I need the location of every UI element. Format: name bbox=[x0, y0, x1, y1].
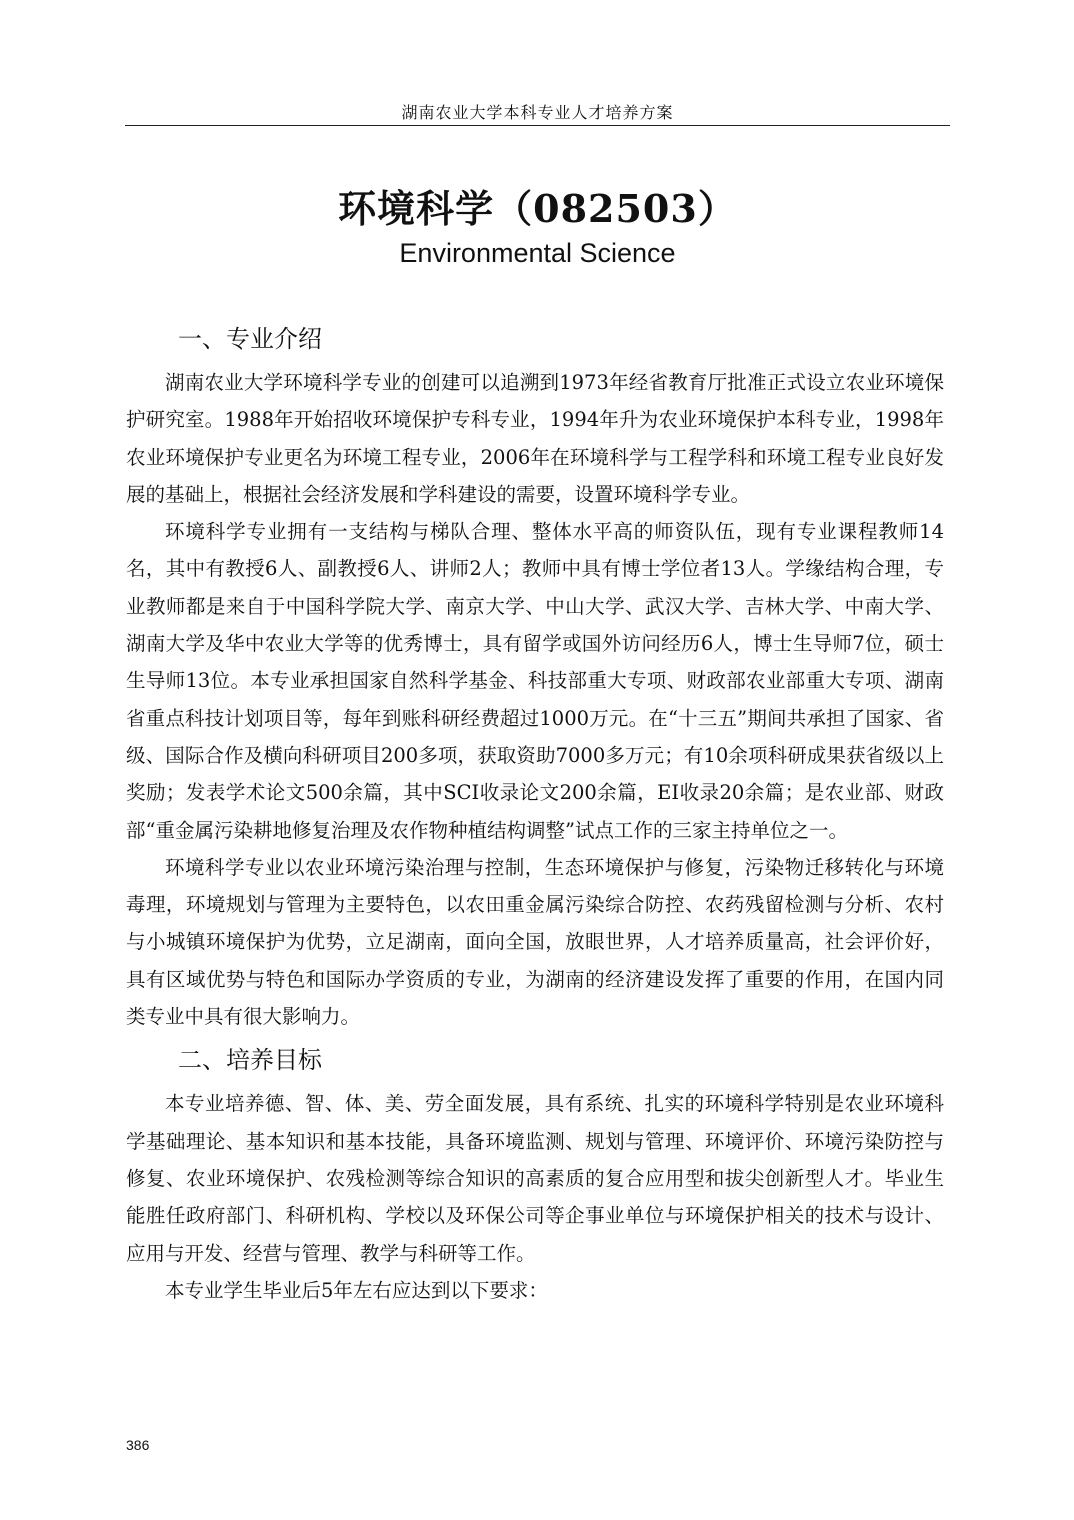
paragraph: 本专业学生毕业后5年左右应达到以下要求： bbox=[165, 1278, 548, 1302]
document-body bbox=[126, 318, 944, 1309]
page-title: 环境科学（082503） bbox=[338, 186, 737, 231]
paragraph: 环境科学专业以农业环境污染治理与控制，生态环境保护与修复，污染物迁移转化与环境毒理，环境规划与管理为主要特色，以农田重金属污染综合防控、农药残留检测与分析、农村与小城镇环境保护为优势，立足湖南，面向全国，放眼世界，人才培养质量高，社会评价好，具有区域优势与特色和国际办学资质的专业，为湖南的经济建设发挥了重要的作用，在国内同类专业中具有很大影响力。 bbox=[126, 855, 944, 1029]
section-heading-objectives: 二、培养目标 bbox=[178, 1046, 322, 1075]
paragraph: 环境科学专业拥有一支结构与梯队合理、整体水平高的师资队伍，现有专业课程教师14名，其中有教授6人、副教授6人、讲师2人；教师中具有博士学位者13人。学缘结构合理，专业教师都是来自于中国科学院大学、南京大学、中山大学、武汉大学、吉林大学、中南大学、湖南大学及华中农业大学等的优秀博士，具有留学或国外访问经历6人，博士生导师7位，硕士生导师13位。本专业承担国家自然科学基金、科技部重大专项、财政部农业部重大专项、湖南省重点科技计划项目等，每年到账科研经费超过1000万元。在“十三五”期间共承担了国家、省级、国际合作及横向科研项目200多项，获取资助7000多万元；有10余项科研成果获省级以上奖励；发表学术论文500余篇，其中SCI收录论文200余篇，EI收录20余篇；是农业部、财政部“重金属污染耕地修复治理及农作物种植结构调整”试点工作的三家主持单位之一。 bbox=[126, 520, 944, 842]
paragraph: 湖南农业大学环境科学专业的创建可以追溯到1973年经省教育厅批准正式设立农业环境保护研究室。1988年开始招收环境保护专科专业，1994年升为农业环境保护本科专业，1998年农业环境保护专业更名为环境工程专业，2006年在环境科学与工程学科和环境工程专业良好发展的基础上，根据社会经济发展和学科建设的需要，设置环境科学专业。 bbox=[126, 371, 944, 506]
header-rule bbox=[125, 125, 950, 126]
page-subtitle-english: Environmental Science bbox=[399, 238, 676, 268]
section-heading-introduction: 一、专业介绍 bbox=[178, 325, 322, 353]
running-header: 湖南农业大学本科专业人才培养方案 bbox=[401, 103, 674, 122]
paragraph: 本专业培养德、智、体、美、劳全面发展，具有系统、扎实的环境科学特别是农业环境科学基础理论、基本知识和基本技能，具备环境监测、规划与管理、环境评价、环境污染防控与修复、农业环境保护、农残检测等综合知识的高素质的复合应用型和拔尖创新型人才。毕业生能胜任政府部门、科研机构、学校以及环保公司等企事业单位与环境保护相关的技术与设计、应用与开发、经营与管理、教学与科研等工作。 bbox=[126, 1092, 944, 1265]
page-number: 386 bbox=[126, 1437, 150, 1453]
